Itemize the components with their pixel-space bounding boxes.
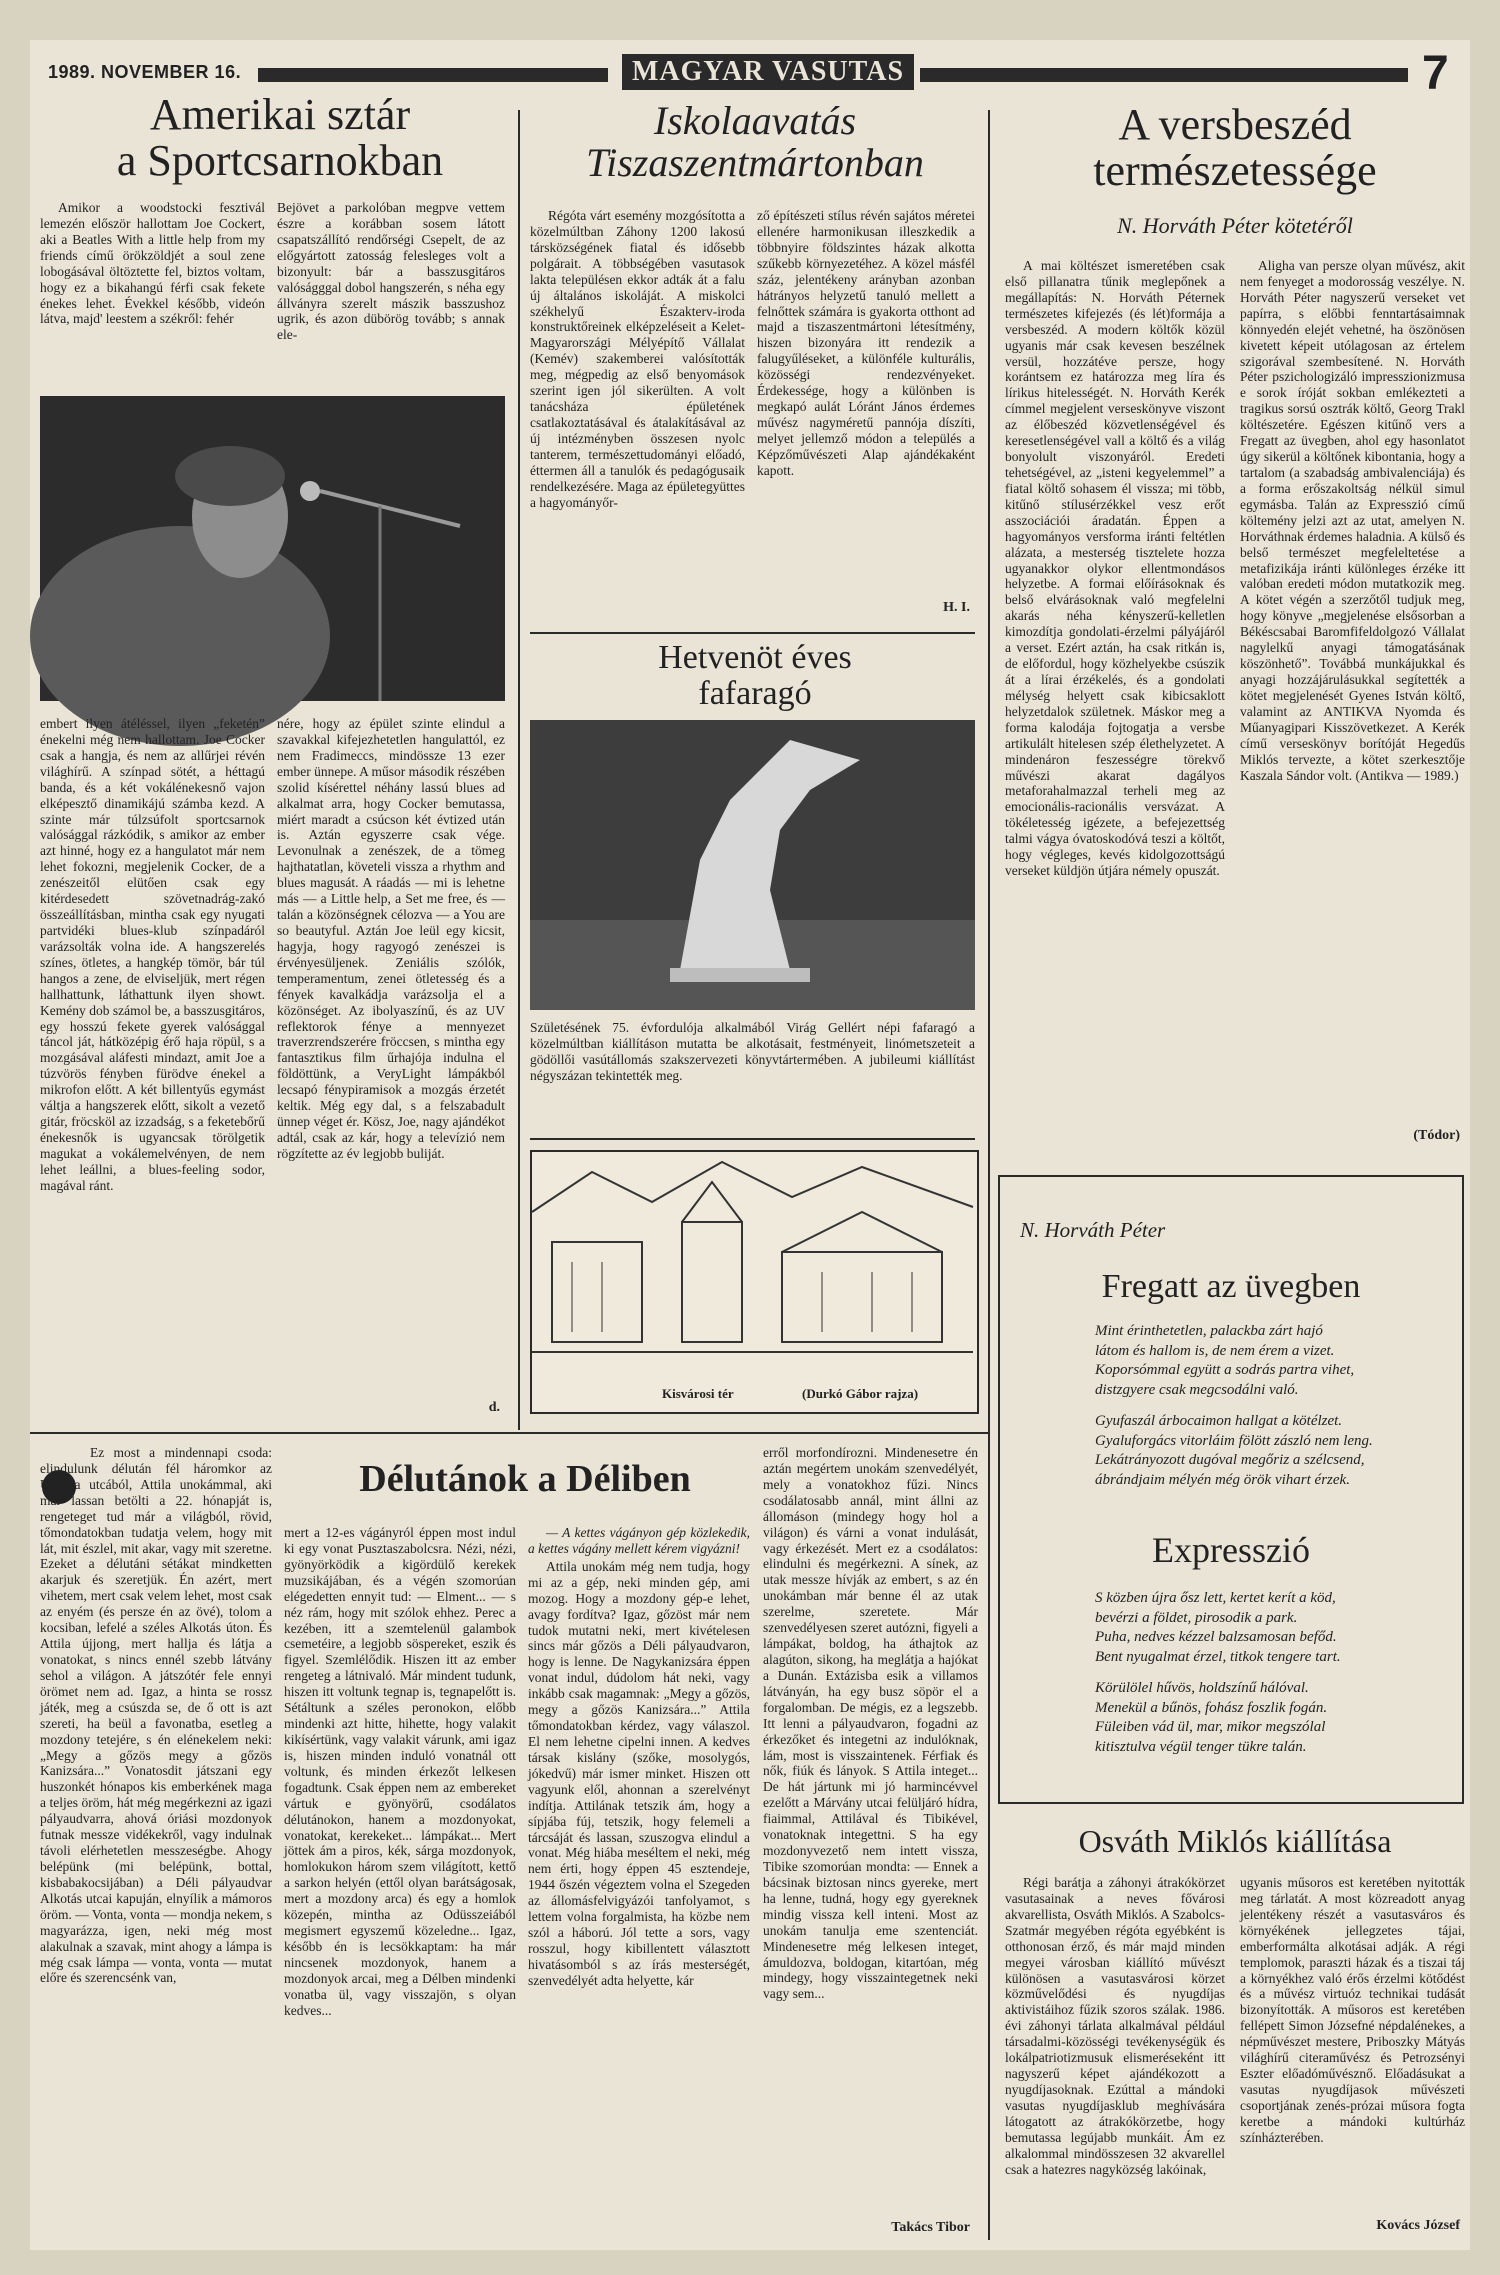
issue-date: 1989. NOVEMBER 16. (48, 62, 242, 82)
versbeszed-col1 (1005, 258, 1225, 1148)
poem2-line: kitisztulva végül tenger tükre talán. (1095, 1738, 1307, 1755)
sztar-col2-text: Bejövet a parkolóban megpve vettem észre a korábban sosem látott csapatszállító rendőrségi Csepelt, de az előgyártott zatosság felesleges volt a bizonyult: bár a basszusgitáros valóságggal dobol hangszerén, s néha egy állványra szerelt mászik basszushoz ugrik, és azon dübörög tovább; s annak ele- (277, 200, 505, 343)
osvath-signature: Kovács József (1376, 2218, 1460, 2233)
osvath-title: Osváth Miklós kiállítása (1078, 1823, 1392, 1859)
poem1-line: Mint érinthetetlen, palackba zárt hajó (1095, 1323, 1323, 1339)
poem2-line: S közben újra ősz lett, kertet kerít a köd, (1095, 1590, 1336, 1606)
poem2-line: Füleiben vád ül, mar, mikor megszólal (1095, 1719, 1326, 1735)
iskola-title-line1: Iskolaavatás (653, 98, 857, 143)
poem1-line: Gyaluforgács vitorláim fölött zászló nem leng. (1095, 1432, 1373, 1449)
singer-illustration (40, 396, 505, 701)
joe-cocker-photo (40, 396, 505, 701)
poem2-title: Expresszió (1152, 1530, 1310, 1570)
poem2-line: Bent nyugalmat érzel, titkok tengere tart. (1095, 1648, 1341, 1665)
page-number: 7 (1422, 47, 1449, 100)
versbeszed-title (1005, 102, 1465, 194)
poem1-line: Gyufaszál árbocaimon hallgat a kötélzet. (1095, 1413, 1343, 1429)
osvath-col2 (1240, 1875, 1465, 2215)
osvath-col2-text: ugyanis műsoros est keretében nyitották meg tárlatát. A most közreadott anyag jelentékeny részét a vasutasváros és környékének jellegzetes tájai, emberformálta alkotásai adják. A régi templomok, paraszti házak és a tiszai táj a környékhez való érős érzelmi kötődést és a művész virtuóz technikai tudását bizonyították. A műsoros est keretében fellépett Simon Józsefné népdalénekes, a népművészet mestere, Priboszky Mátyás világhírű citeraművész és Petrozsényi Eszter előadóművésznő. Előadásukat a vasutas nyugdíjasok művészeti csoportjának zenés-prózai műsora fogta keretbe a mándoki kultúrház színházterében. (1240, 1875, 1465, 2145)
delutanok-quote: — A kettes vágányon gép közlekedik, a kettes vágány mellett kérem vigyázni! (528, 1525, 750, 1556)
delutanok-col2-text: mert a 12-es vágányról éppen most indul ki egy vonat Pusztaszabolcsra. Nézi, nézi, gyönyörködik a kigördülő kerekek muzsikájában, és a végén szomorúan elégedetten ennyit tud: — Elment... — s néz rám, hogy mit szólok ehhez. Perec a kezében, itt a szemtelenül galambok csemetéire, a legjobb söspereket, eszik és figyel. Szemlélődik. Hiszen itt az ember rengeteg a látnivaló. Már mindent tudunk, hiszen itt voltunk tegnap is, tegnapelőtt is. Sétáltunk a széles peronokon, előbb mindenki azt hitte, hihette, hogy valakit kikísértünk, vagy valakit várunk, ami igaz is, hiszen minden induló vonatnál ott voltunk, és minden érkezőt lelkesen fogadtunk. Csak éppen nem az embereket vártuk e gyönyörű, csodálatos délutánokon, hanem a mozdonyokat, vonatokat, kerekeket... lámpákat... Mert jöttek ám a piros, kék, sárga mozdonyok, homlokukon három szem világított, kettő a sarkon helyén (ettől olyan barátságosak, mert a mozdony arca) és egy a homlok közepén, mintha az Odüsszeiából megismert egyszemű közeledne... Igaz, később én is lecsökkaptam: ha már nincsenek mozdonyok, hanem a mozdonyok arcai, meg a Délben mindenki vonatba ül, vagy visszajön, s olyan kedves... (284, 1525, 516, 2018)
poem2-line: Körülölel hűvös, holdszínű hálóval. (1095, 1680, 1309, 1696)
fafarago-caption: Születésének 75. évfordulója alkalmából Virág Gellért népi fafaragó a közelmúltban kiállításon mutatta be alkotásait, festményeit, linómetszeteit a gödöllői vasútállomás szakszervezeti könyvtártermében. A jubileumi kiállítást négyszázan tekintették meg. (530, 1020, 975, 1083)
versbeszed-col2 (1240, 258, 1465, 1118)
iskola-col2-text: ző építészeti stílus révén sajátos méretei ellenére harmonikusan illeszkedik a többnyire földszintes házak alkotta szűkebb környezetéhez. A közel másfél száz, jelentékeny arányban azonban hátrányos helyzetű tanuló mellett a felnőttek számára is gyakorta otthont ad majd a tiszaszentmártoni létesítmény, hiszen bizonyára itt rendezik a falugyűléseket, a különféle kulturális, közösségi rendezvényeket. Érdekessége, hogy a különben is megkapó aulát Lóránt János érdemes művész nagyméretű pannója díszíti, melyet jellemző módon a település a Képzőművészeti Alap ajándékaként kapott. (757, 208, 975, 478)
poem2-body (1095, 1589, 1455, 1757)
iskola-title-line2: Tiszaszentmártonban (586, 140, 924, 185)
delutanok-col2b-text: Attila unokám még nem tudja, hogy mi az a gép, neki minden gép, ami mozog. Hogy a mozdony gép-e lehet, avagy fordítva? Igaz, gőzöst már nem tudok mutatni neki, mert kivételesen sincs már gőzös a Déli pályaudvaron, hogy is lenne. De Nagykanizsára éppen vonat indul, dúdolom hát neki, vagy inkább csak magamnak: „Megy a gőzös, megy a gőzös Kanizsára...” Attila tőmondatokban kérdez, vagy válaszol. El nem lehetne cipelni innen. A kedves társak kislány (szőke, mosolygós, jókedvű) már ismer minket. Hiszen ott vagyunk elől, ahonnan a szerelvényt indítja. Attilának tetszik ám, hogy a sípjába fúj, tetszik, hogy felemeli a tárcsáját és lassan, szuszogva elindul a vonat. Még hiába meséltem el neki, még nem érti, hogy éppen 45 esztendeje, 1944 őszén végeztem volna el Szegeden az állomásfelvigyázói tanfolyamot, s lettem volna forgalmista, ha közbe nem szól a háború. Jól tette a sors, vagy rosszul, hogy kibillentett választott hivatásomból s az írás mesterségét, szenvedélyét adta helyette, kár (528, 1558, 750, 1988)
sztar-col2 (277, 200, 505, 390)
poems-box (998, 1175, 1464, 1804)
delutanok-signature: Takács Tibor (891, 2220, 970, 2235)
poem2-line: bevérzi a földet, pirosodik a park. (1095, 1609, 1298, 1626)
delutanok-col3-text: erről morfondírozni. Mindenesetre én aztán megértem unokám szenvedélyét, mely a vonatokhoz fűzi. Nincs csodálatosabb annál, mint állni az állomáson (mindegy hogy hol a világon) és várni a vonat indulását, vagy érkezését. Mert ez a csodálatos: elindulni és megérkezni. A sínek, az utak messze hívják az embert, s az én unokámban már benne él az utak szerelme, szeretete. Már szenvedélyesen szeret autózni, figyeli a lámpákat, boldog, ha áthajtok az alagúton, sikong, ha meglátja a hajókat a Dunán. Extázisba esik a villamos látványán, ha egy busz söpör el a forgalomban. De mégis, ez a legszebb. Itt lenni a pályaudvaron, fogadni az érkezőket és integetni az indulóknak, lám, most is visszaintenek. Férfiak és nők, fiúk és lányok. S Attila integet... De hát jártunk mi jó harmincévvel ezelőtt a Márvány utcai felüljáró hídra, fiaimmal, Attilával és Tibikével, vonatoknak integettni. S ha egy mozdonyvezető nem intett vissza, Tibike szomorúan mondta: — Ennek a bácsinak biztosan nincs gyereke, mert ha lenne, tudná, hogy egy gyereknek mindig vissza kell inteni. Most az unokám tanulja eme szentenciát. Mindenesetre még lelkesen integet, ámuldozva, boldogan, kitartóan, még mindegy, hogy visszaintegetnek neki vagy sem... (763, 1445, 978, 2002)
osvath-col1 (1005, 1875, 1225, 2235)
poem1-line: látom és hallom is, de nem érem a vizet. (1095, 1342, 1335, 1359)
column-rule-2 (988, 110, 990, 2240)
horizontal-rule-mid (30, 1432, 988, 1434)
versbeszed-col1-text: A mai költészet ismeretében csak első pillanatra tűnik meglepőnek a megállapítás: N. Horváth Péternek természetes kifejezés (és lét)formája a versbeszéd. A modern költők közül ugyanis már csak kevesen beszélnek versül, hozzátéve persze, hogy korántsem ez határozza meg líra és lírikus hitelességét. N. Horváth Kerék címmel megjelent verseskönyve viszont az élőbeszéd közvetlenségével és keresetlenségével vall a költő és a világ bonyolult viszonyáról. Eredeti tehetségével, az „isteni kegyelemmel” a fiatal költő sohasem él vissza; mi több, kitűnő stílusérzékkel vesz erőt asszociációi áradatán. Éppen a hagyományos versforma iránti feltétlen alázata, a mesterség tisztelete hozza ugyanakkor olykor ellentmondásos helyzetbe. A formai előírásoknak és belső elvárásoknak való megfelelni akarás néha kényszerű-kelletlen kimozdítja gondolati-érzelmi pályájáról a verset. Ezért aztán, ha csak ritkán is, de előfordul, hogy közhelyekbe csúszik át a lírai érzékelés, és a gondolati mélység helyett csak kibicsaklott helyzetdalok születnek. Máskor meg a forma kalodája fojtogatja a versbe artikulált hitelesen szép élethelyzetet. A mindenáron feszességre törekvő művészi akarat dagályos metaforahalmazzal terheli meg az emocionális-racionális versvázat. A tökéletesség igézete, a befejezettség talmi vágya óvatoskodóvá teszi a költőt, hogy végleges, kevés kidolgozottságú verseket küldjön útjára némely opuszát. (1005, 258, 1225, 879)
poem2-line: Menekül a bűnös, fohász foszlik fogán. (1095, 1699, 1328, 1716)
poem1-line: distzgyere csak megcsodálni való. (1095, 1381, 1299, 1398)
delutanok-col1-text: Ez most a mindennapi csoda: elindulunk délután fél háromkor az Ugocsa utcából, Attila unokámmal, aki már lassan betölti a 22. hónapját is, rengeteget tud már a világból, rövid, tőmondatokban tudatja velem, hogy mit lát, mit észlel, mit akar, vagy mit szeretne. Ezeket a délutáni sétákat mindketten akarjuk és szeretjük. Én azért, mert vihetem, mert csak velem lehet, most csak az enyém (és persze én az övé), tolom a kocsiban, lefelé a széles Alkotás úton. És Attila újjong, mert hallja és látja a vonatokat, s nincs ennél szebb látvány sehol a világon. A játszótér fele ennyi örömet nem ad. Igaz, a hinta se rossz játék, meg a csúszda se, de ő ott is azt szereti, ha beül a favonatba, esetleg a mozdony tetejére, s én elénekelem neki: „Megy a gőzös megy a gőzös Kanizsára...” Vonatosdit játszani egy huszonkét hónapos kis emberkének maga a teljes öröm, hát még megérkezni az igazi pályaudvarra, ahová óriási mozdonyok futnak messze vidékekről, vagy indulnak távoli elérhetetlen messzeségbe. Ahogy belépünk (mi belépünk, bottal, kisbabakocsijában) a Déli pályaudvar Alkotás utcai kapuján, elnyílik a mámoros öröm. — Vonta, vonta — mondja nekem, s magyarázza, igen, neki még most alakulnak a szavak, mint ahogy a lámpa is még csak lámpa — vonta, vonta — mutat előre és szerencsénk van, (40, 1445, 272, 1986)
carving-illustration (530, 720, 975, 1010)
newspaper-page (30, 40, 1470, 2250)
wood-carving-photo (530, 720, 975, 1010)
delutanok-title: Délutánok a Déliben (359, 1458, 691, 1500)
iskola-bottom-rule (530, 632, 975, 634)
iskola-title (530, 100, 980, 184)
drawing-caption-credit: (Durkó Gábor rajza) (802, 1386, 919, 1401)
poem1-body (1095, 1322, 1455, 1490)
delutanok-col3 (763, 1445, 978, 2225)
sztar-title-line2: a Sportcsarnokban (116, 136, 444, 186)
iskola-col1 (530, 208, 745, 608)
sztar-col1 (40, 200, 265, 390)
versbeszed-title-line1: A versbeszéd (1118, 100, 1352, 149)
iskola-col1-text: Régóta várt esemény mozgósította a közelmúltban Záhony 1200 lakosú társközségének fiatal és idősebb polgárait. A többségében vasutasok lakta településen ekkor adták át a falu új általános iskoláját. A miskolci székhelyű Északterv-iroda konstruktőreinek elképzeléseit a Kelet-Magyarországi Mélyépítő Vállalat (Kemév) szakemberei valósították meg, mégpedig az első benyomások szerint igen jól sikerülten. A volt tanácsháza épületének csatlakoztatásával és átalakításával az új intézményben összesen nyolc tanterem, természettudományi előadó, éttermen áll a tanulók és pedagógusaik rendelkezésére. Maga az épületegyüttes a hagyományőr- (530, 208, 745, 510)
sztar-col4-text: nére, hogy az épület szinte elindul a szavakkal kifejezhetetlen hangulattól, ez nem Fradimeccs, mindössze 13 ezer ember ünnepe. A műsor második részében szolid kísérettel néhány lassú blues ad alkalmat arra, hogy Cocker bemutassa, miért maradt a csúcson két évtized után is. Aztán egyszerre csak vége. Levonulnak a zenészek, de a tömeg hajthatatlan, követeli vissza a rhythm and blues magusát. A ráadás — mi is lehetne más — a Little help, a Set me free, és — talán a közönségnek célozva — a You are so beautyful. Aztán Joe leül egy kicsit, hagyja, hogy ragyogó zenészei is érvényesüljenek. Zeniális szólók, temperamentum, zenei ötletesség és a fények kavalkádja varázsolja el a közönséget. Az ibolyaszínű, és az UV reflektorok fénye a mennyezet traverzrendszerére fröccsen, s mintha egy fantasztikus film űrhajója indulna el földöttünk, a VeryLight lámpákból lecsapó fénypiramisok a mozgás érzetét keltik. Még egy dal, s a felszabadult ünnep véget ér. Kösz, Joe, nagy ajándékot adtál, csak az kár, hogy a televízió nem rögzítette az év legjobb buliját. (277, 716, 505, 1161)
sztar-signature: d. (488, 1400, 500, 1415)
sztar-title (60, 92, 500, 184)
header-rule-left (258, 68, 608, 82)
fafarago-title-line2: fafaragó (698, 674, 812, 712)
iskola-signature: H. I. (943, 600, 970, 615)
drawing-illustration (532, 1152, 973, 1382)
poem2-line: Puha, nedves kézzel balzsamosan befőd. (1095, 1629, 1337, 1645)
masthead: MAGYAR VASUTAS (622, 54, 914, 90)
osvath-col1-text: Régi barátja a záhonyi átrakókörzet vasutasainak a neves fővárosi akvarellista, Osváth Miklós. A Szabolcs-Szatmár megyében régóta egyébként is otthonosan érző, és már majd minden megyei városban kiállító művészt különösen a vasutasvárosi körzet közművelődési és nyugdíjas aktivistáihoz fűzik szoros szálak. 1986. évi záhonyi tárlata alkalmával például társadalmi-közösségi tevékenységük és lokálpatriotizmusuk elismeréseként itt nagyszerű képet ajándékozott a nyugdíjasoknak. Ezúttal a mándoki vasutas nyugdíjasklub meghívására látogatott az átrakókörzetbe, hogy bemutassa legújabb munkáit. Ám ez alkalommal mindösszesen 32 akvarellel csak a hatezres nagyközség lakóinak, (1005, 1875, 1225, 2177)
fafarago-title (530, 640, 980, 711)
sztar-col4 (277, 716, 505, 1396)
column-rule-1 (518, 110, 520, 1430)
iskola-col2 (757, 208, 975, 588)
delutanok-col2b (528, 1525, 750, 2245)
versbeszed-title-line2: természetessége (1093, 146, 1377, 196)
poem1-title: Fregatt az üvegben (1101, 1268, 1361, 1305)
versbeszed-col2-text: Aligha van persze olyan művész, akit nem fenyeget a modorosság veszélye. N. Horváth Péter nagyszerű verseket vet papírra, s előbbi fenntartásaimnak könnyedén elejét vehetné, ha öszönösen kivetett képeit utólagosan az értelem szigorával szembesítené. N. Horváth Péter pszichologizáló impresszionizmusa e sorok íróját sokban emlékezteti a tragikus sorsú osztrák költő, Georg Trakl költészetére. Egészen kitűnő vers a Fregatt az üvegben, ahol egy hasonlatot úgy sikerül a költőnek kibontania, hogy a tartalom (a szabadság ambivalenciája) és a forma erőszakoltság nélkül simul egymásba. Talán az Expresszió című költemény jelzi azt az utat, amelyen N. Horváthnak érdemes haladnia. A külső és belső természet megfeleltetése a metafizikája iránti különleges érzéke itt valóban eredeti módon mutatkozik meg. A kötet végén a szerzőtől tudjuk meg, hogy könyve „megjelenése elsősorban a Békéscsabai Baromfifeldolgozó Vállalat nagylelkű anyagi támogatásának köszönhető”. Továbbá munkájukkal és anyagi hozzájárulásukkal segítették a kötet megjelenését Gyenes István költő, valamint az ANTIKVA Nyomda és Műanyagipari Kisszövetkezet. A Kerék című verseskönyv borítóját Hegedűs Miklós tervezte, a kötet szerkesztője Kaszala Sándor volt. (Antikva — 1989.) (1240, 258, 1465, 783)
sztar-col3-text: embert ilyen átéléssel, ilyen „feketén” énekelni még nem hallottam. Joe Cocker csak a hangja, és nem az allűrjei révén világhírű. A színpad sötét, a héttagú banda, és a két vokálénekesnő vajon elképesztő dinamikájú számba kezd. A szinte már túlzsúfolt sportcsarnok valósággal rázkódik, s amikor az ember azt hinné, hogy ez a hangulatot már nem lehet fokozni, megjelenik Cocker, de a zenészeitől elütően csak egy kitérdesedett szövetnadrág-zakó összeállításban, mintha csak egy nyugati partvidéki blues-klub színpadáról varázsolták volna ide. A hangszerelés színes, ötletes, a hangkép tömör, bár túl hangos a zene, de elviseljük, mert régen hallhattunk, láthattunk ilyen showt. Kemény dob számol be, a basszusgitáros, egy hosszú fekete gyerek valósággal táncol ját, hátközépig érő haja röpül, s a mozgásával aláfesti mindazt, amit Joe a túzvörös fényben fürödve énekel a mikrofon előtt. A két billentyűs egymást váltja a hangszerek előtt, sikolt a vezető gitár, fröcsköl az izzadság, s a feketebőrű énekesnők is ugyancsak törölgetik magukat a vokálemelvényen, de nem lehet leállni, a blues-feeling sodor, magával ránt. (40, 716, 265, 1193)
sztar-title-line1: Amerikai sztár (149, 90, 411, 139)
versbeszed-signature: (Tódor) (1413, 1128, 1460, 1143)
header-rule-right (920, 68, 1408, 82)
delutanok-col1 (40, 1445, 272, 2245)
sztar-col1-text: Amikor a woodstocki fesztivál lemezén először hallottam Joe Cockert, aki a Beatles With a little help from my friends című örökzöldjét a soul zene lobogásával öltöztette fel, biztos voltam, hogy ez a bikahangú férfi csak fekete énekes lehet. Évekkel később, videón látva, majd' leestem a székről: fehér (40, 200, 265, 327)
poem1-line: Koporsómmal együtt a sodrás partra vihet, (1095, 1362, 1355, 1378)
sztar-col3 (40, 716, 265, 1416)
drawing-caption-title: Kisvárosi tér (662, 1386, 734, 1401)
poem1-line: ábrándjaim mélyén még örök vihart érzek. (1095, 1471, 1350, 1488)
town-square-drawing (530, 1150, 979, 1414)
poems-author: N. Horváth Péter (1020, 1218, 1166, 1242)
fafarago-title-line1: Hetvenöt éves (658, 639, 852, 676)
fafarago-bottom-rule (530, 1138, 975, 1140)
poem1-line: Lekátrányozott dugóval megőriz a szélcsend, (1095, 1452, 1365, 1468)
delutanok-col2 (284, 1525, 516, 2018)
versbeszed-subtitle: N. Horváth Péter kötetéről (1117, 213, 1353, 238)
